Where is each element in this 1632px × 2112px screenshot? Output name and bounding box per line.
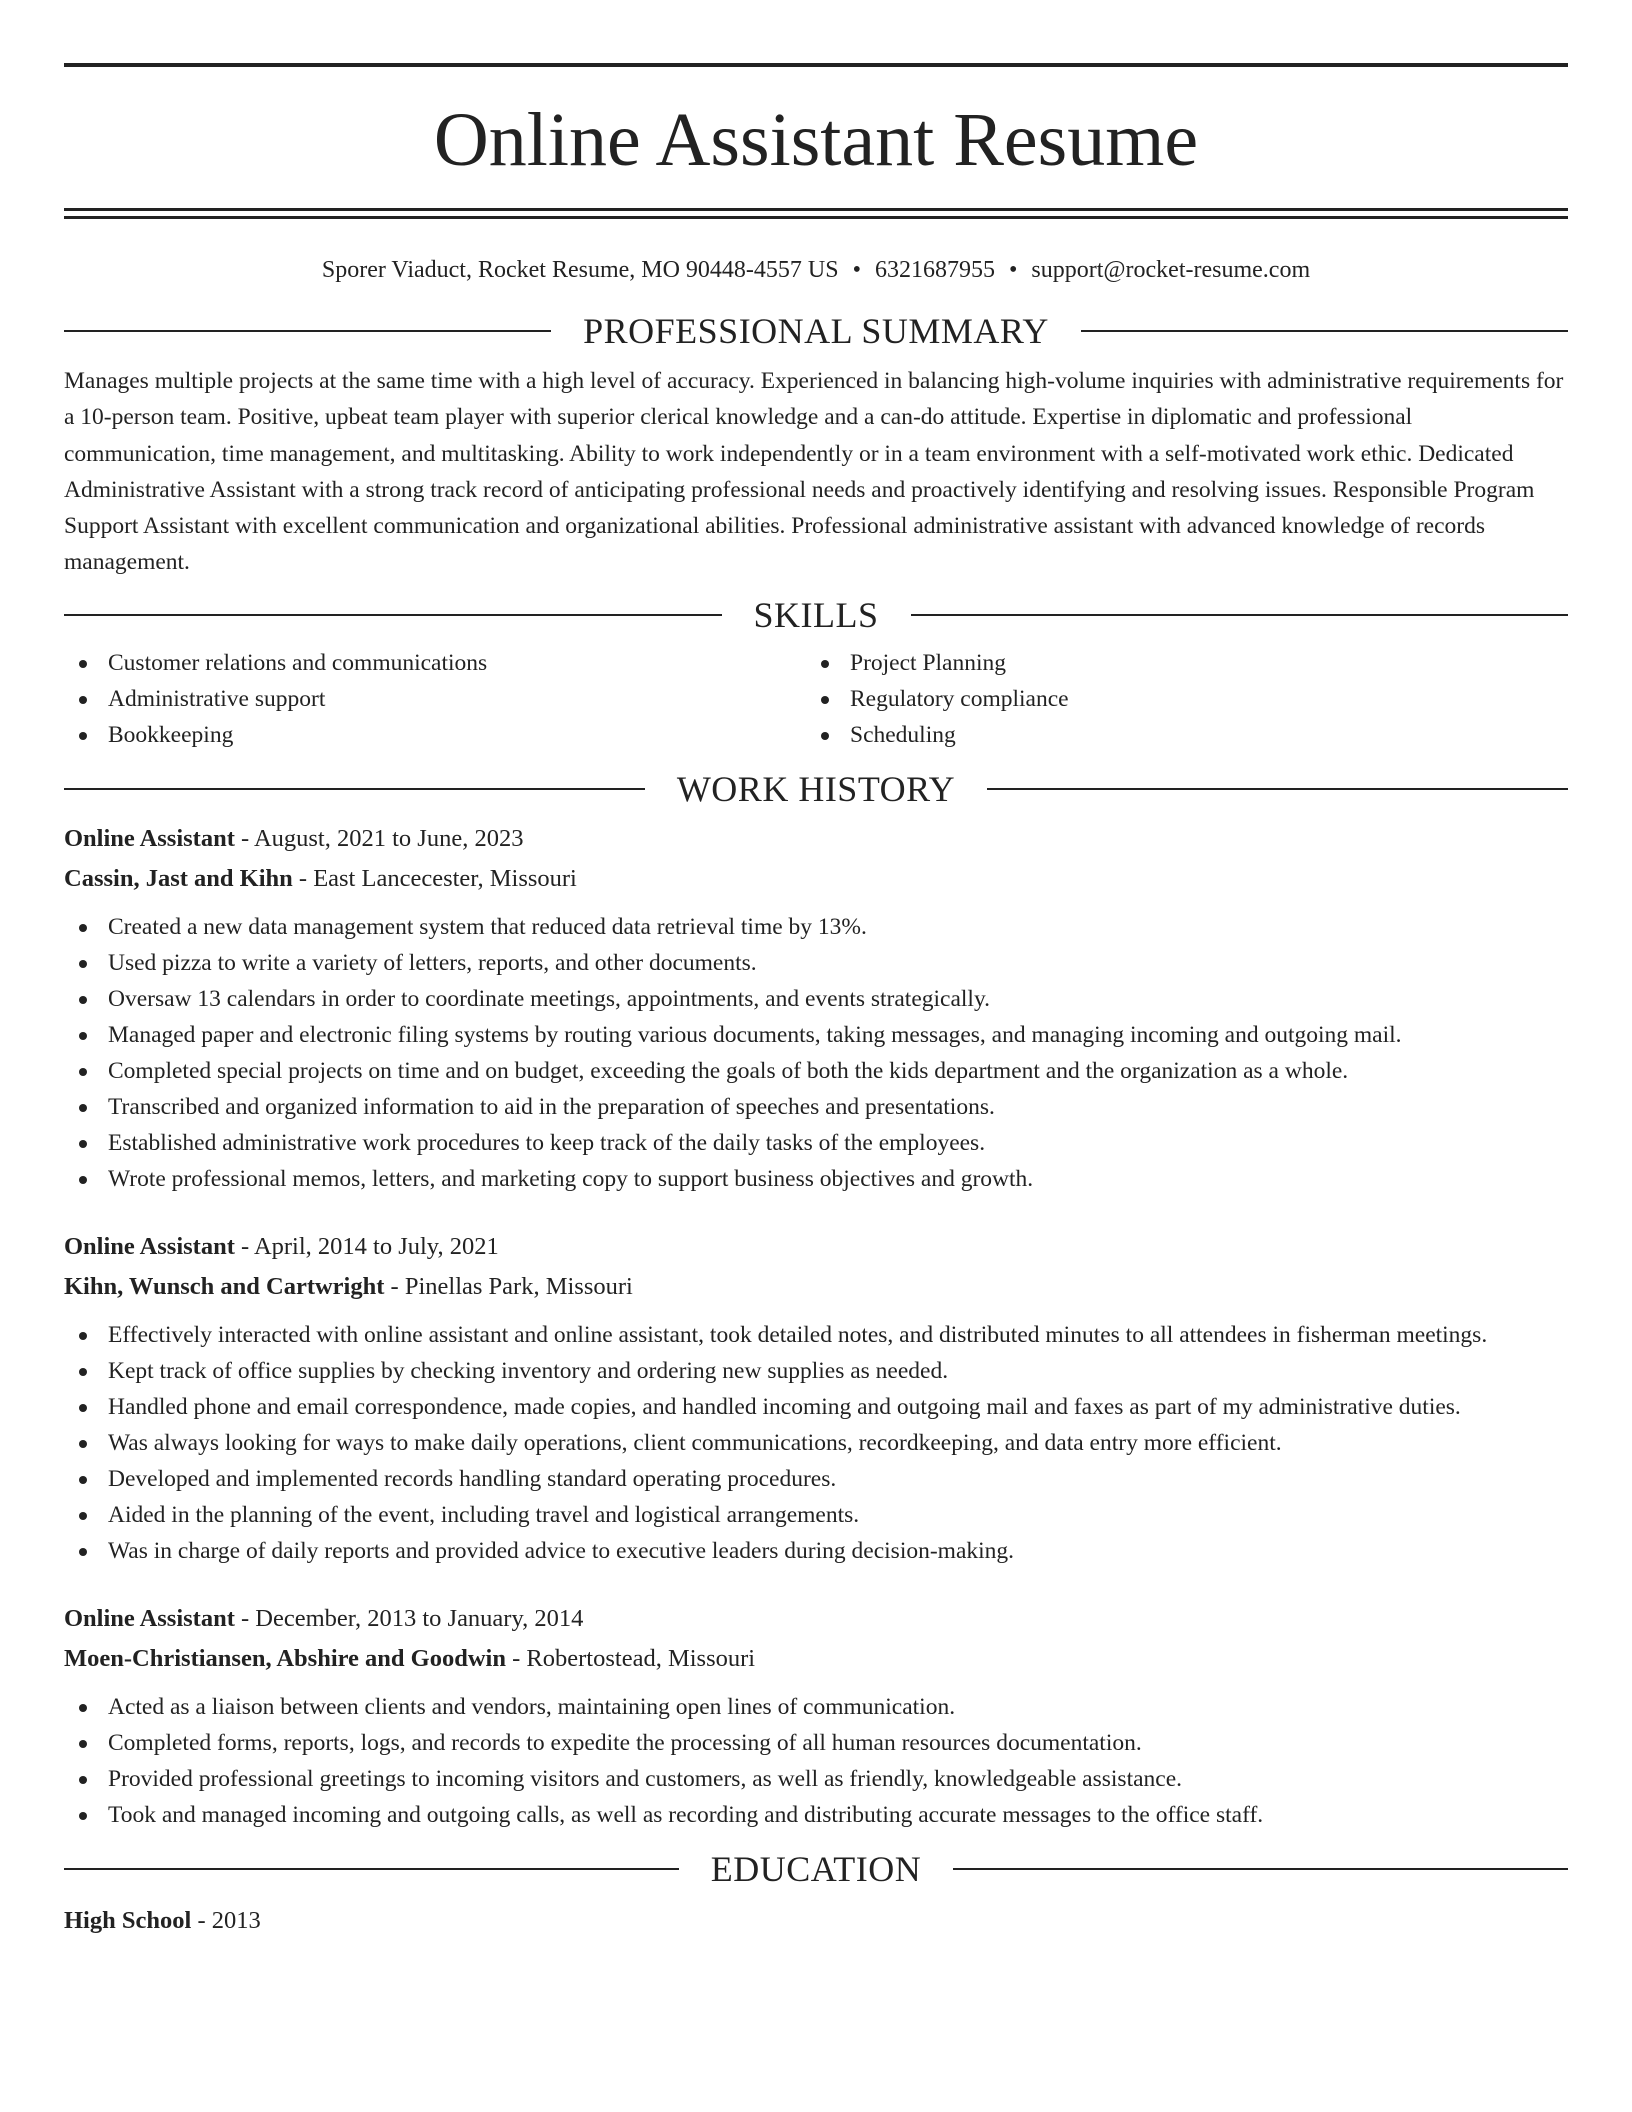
duty-item: Completed forms, reports, logs, and records to expedite the processing of all human resources documentation. bbox=[64, 1725, 1568, 1761]
section-title: WORK HISTORY bbox=[676, 768, 956, 809]
job-title: Online Assistant bbox=[64, 1232, 235, 1260]
heading-rule-left bbox=[64, 788, 645, 790]
job-entry bbox=[64, 1227, 1568, 1569]
section-heading-skills bbox=[64, 593, 1568, 637]
duty-item: Took and managed incoming and outgoing calls, as well as recording and distributing accurate messages to the office staff. bbox=[64, 1797, 1568, 1833]
duty-item: Transcribed and organized information to aid in the preparation of speeches and presentations. bbox=[64, 1089, 1568, 1125]
section-title: SKILLS bbox=[753, 594, 879, 635]
skill-item: Project Planning bbox=[806, 645, 1548, 681]
skill-item: Regulatory compliance bbox=[806, 681, 1548, 717]
job-location: East Lancecester, Missouri bbox=[313, 864, 577, 892]
duty-item: Managed paper and electronic filing systems by routing various documents, taking messages, and managing incoming and outgoing mail. bbox=[64, 1017, 1568, 1053]
duty-item: Effectively interacted with online assistant and online assistant, took detailed notes, and distributed minutes to all attendees in fisherman meetings. bbox=[64, 1317, 1568, 1353]
skills-column-left bbox=[64, 645, 806, 753]
job-duties bbox=[64, 909, 1568, 1197]
job-title-line: Online Assistant - August, 2021 to June, 2023 bbox=[64, 824, 524, 852]
job-company-line: Cassin, Jast and Kihn - East Lancecester, Missouri bbox=[64, 864, 577, 892]
contact-address: Sporer Viaduct, Rocket Resume, MO 90448-4557 US bbox=[321, 257, 839, 283]
duty-item: Acted as a liaison between clients and vendors, maintaining open lines of communication. bbox=[64, 1689, 1568, 1725]
heading-rule-right bbox=[1081, 330, 1568, 332]
job-location: Robertostead, Missouri bbox=[526, 1644, 756, 1672]
job-title: Online Assistant bbox=[64, 1604, 235, 1632]
job-title: Online Assistant bbox=[64, 824, 235, 852]
skill-item: Scheduling bbox=[806, 717, 1548, 753]
heading-rule-left bbox=[64, 330, 551, 332]
section-title: PROFESSIONAL SUMMARY bbox=[583, 311, 1049, 351]
heading-rule-right bbox=[911, 614, 1569, 616]
contact-phone: 6321687955 bbox=[875, 257, 996, 283]
contact-line bbox=[64, 255, 1568, 285]
job-dates: August, 2021 to June, 2023 bbox=[253, 824, 524, 852]
duty-item: Used pizza to write a variety of letters, reports, and other documents. bbox=[64, 945, 1568, 981]
section-title: EDUCATION bbox=[710, 1848, 922, 1889]
duty-item: Wrote professional memos, letters, and marketing copy to support business objectives and growth. bbox=[64, 1161, 1568, 1197]
skill-item: Customer relations and communications bbox=[64, 645, 806, 681]
duty-item: Completed special projects on time and on budget, exceeding the goals of both the kids department and the organization as a whole. bbox=[64, 1053, 1568, 1089]
contact-separator: • bbox=[1009, 257, 1018, 283]
job-entry bbox=[64, 1599, 1568, 1833]
duty-item: Was always looking for ways to make daily operations, client communications, recordkeeping, and data entry more efficient. bbox=[64, 1425, 1568, 1461]
skills-grid bbox=[64, 645, 1568, 753]
duty-item: Developed and implemented records handling standard operating procedures. bbox=[64, 1461, 1568, 1497]
job-company: Kihn, Wunsch and Cartwright bbox=[64, 1272, 385, 1300]
job-dates: December, 2013 to January, 2014 bbox=[255, 1604, 584, 1632]
top-rule bbox=[64, 63, 1568, 67]
duty-item: Oversaw 13 calendars in order to coordinate meetings, appointments, and events strategically. bbox=[64, 981, 1568, 1017]
education-entry: High School - 2013 bbox=[64, 1906, 261, 1934]
resume-title: Online Assistant Resume bbox=[433, 98, 1199, 182]
duty-item: Created a new data management system that reduced data retrieval time by 13%. bbox=[64, 909, 1568, 945]
duty-item: Provided professional greetings to incoming visitors and customers, as well as friendly, knowledgeable assistance. bbox=[64, 1761, 1568, 1797]
section-heading-work-history bbox=[64, 767, 1568, 811]
duty-item: Kept track of office supplies by checking inventory and ordering new supplies as needed. bbox=[64, 1353, 1568, 1389]
duty-item: Handled phone and email correspondence, made copies, and handled incoming and outgoing mail and faxes as part of my administrative duties. bbox=[64, 1389, 1568, 1425]
skills-column-right bbox=[806, 645, 1548, 753]
title-double-rule bbox=[64, 208, 1568, 219]
skill-item: Administrative support bbox=[64, 681, 806, 717]
job-company-line: Moen-Christiansen, Abshire and Goodwin - Robertostead, Missouri bbox=[64, 1644, 756, 1672]
section-heading-summary bbox=[64, 309, 1568, 353]
heading-rule-left bbox=[64, 1868, 679, 1870]
education-degree: High School bbox=[64, 1906, 192, 1934]
resume-page bbox=[64, 0, 1568, 1941]
section-heading-education bbox=[64, 1847, 1568, 1891]
job-title-line: Online Assistant - December, 2013 to January, 2014 bbox=[64, 1604, 584, 1632]
contact-separator: • bbox=[852, 257, 862, 283]
job-duties bbox=[64, 1689, 1568, 1833]
job-entry bbox=[64, 819, 1568, 1197]
job-location: Pinellas Park, Missouri bbox=[404, 1272, 633, 1300]
duty-item: Aided in the planning of the event, including travel and logistical arrangements. bbox=[64, 1497, 1568, 1533]
contact-email: support@rocket-resume.com bbox=[1031, 257, 1311, 283]
heading-rule-right bbox=[987, 788, 1568, 790]
job-title-line: Online Assistant - April, 2014 to July, 2021 bbox=[64, 1232, 499, 1260]
job-company-line: Kihn, Wunsch and Cartwright - Pinellas Park, Missouri bbox=[64, 1272, 633, 1300]
job-company: Cassin, Jast and Kihn bbox=[64, 864, 293, 892]
job-dates: April, 2014 to July, 2021 bbox=[253, 1232, 499, 1260]
job-duties bbox=[64, 1317, 1568, 1569]
heading-rule-left bbox=[64, 614, 722, 616]
job-company: Moen-Christiansen, Abshire and Goodwin bbox=[64, 1644, 506, 1672]
heading-rule-right bbox=[953, 1868, 1568, 1870]
duty-item: Established administrative work procedures to keep track of the daily tasks of the employees. bbox=[64, 1125, 1568, 1161]
summary-text: Manages multiple projects at the same time with a high level of accuracy. Experienced in balancing high-volume inquiries with administrative requirements for a 10-person team. Positive, upbeat team player with superior clerical knowledge and a can-do attitude. Expertise in diplomatic and professional communication, time management, and multitasking. Ability to work independently or in a team environment with a self-motivated work ethic. Dedicated Administrative Assistant with a strong track record of anticipating professional needs and proactively identifying and resolving issues. Responsible Program Support Assistant with excellent communication and organizational abilities. Professional administrative assistant with advanced knowledge of records management. bbox=[64, 368, 1564, 576]
duty-item: Was in charge of daily reports and provided advice to executive leaders during decision-making. bbox=[64, 1533, 1568, 1569]
education-year: 2013 bbox=[211, 1906, 261, 1934]
skill-item: Bookkeeping bbox=[64, 717, 806, 753]
